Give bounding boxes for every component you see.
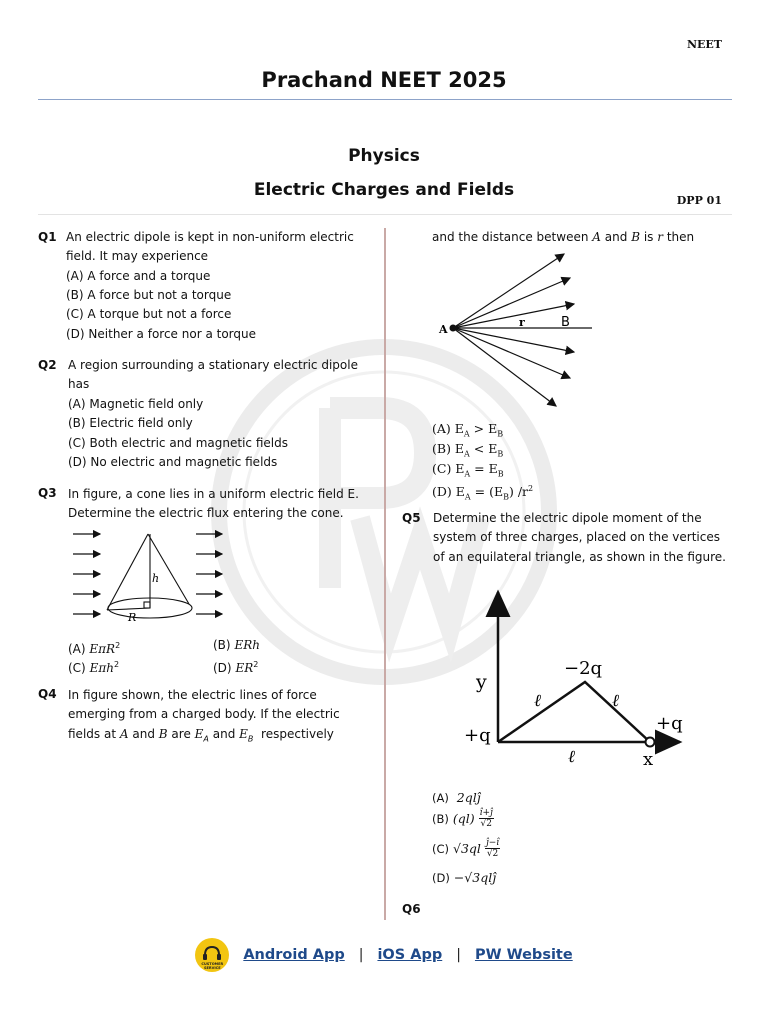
- option-a: (A) A force and a torque: [66, 269, 211, 283]
- question-number: Q6: [402, 902, 421, 916]
- option-d: (D) No electric and magnetic fields: [68, 455, 278, 469]
- charge-triangle-figure: [460, 584, 690, 774]
- column-divider: [384, 228, 386, 920]
- chapter-heading: Electric Charges and Fields: [253, 180, 515, 200]
- pw-website-link[interactable]: PW Website: [474, 947, 573, 963]
- subject-heading: Physics: [348, 146, 420, 166]
- option-c: (C) A torque but not a force: [66, 307, 232, 321]
- side-length-label: ℓ: [534, 691, 542, 711]
- question-text: fields at A and B are $E_A$ and $E_B$ respectively: [68, 727, 334, 744]
- question-text: has: [68, 377, 90, 391]
- x-axis-label: x: [643, 749, 654, 770]
- question-number: Q5: [402, 511, 421, 525]
- question-number: Q4: [38, 687, 57, 701]
- height-label: h: [152, 572, 160, 585]
- content-divider: [38, 214, 732, 215]
- option-d: (D) −√3qlĵ: [432, 870, 497, 885]
- field-lines-figure: [436, 248, 596, 412]
- option-d: (D) $ER^2$: [213, 660, 259, 675]
- dpp-tag: DPP 01: [676, 194, 722, 207]
- cone-in-field-figure: [70, 524, 230, 626]
- radius-label: R: [128, 611, 137, 624]
- option-a: (A) EπR$^2$: [68, 641, 121, 656]
- y-axis-label: y: [476, 671, 487, 693]
- option-c: (C) $E_A = E_B$: [432, 461, 504, 479]
- link-separator: |: [358, 947, 364, 963]
- option-c: (C) Eπh$^2$: [68, 660, 120, 675]
- option-a: (A) $E_A > E_B$: [432, 421, 504, 439]
- option-a: (A) Magnetic field only: [68, 397, 204, 411]
- footer-links: [0, 938, 768, 972]
- option-a: (A) 2qlĵ: [432, 790, 481, 805]
- question-text: of an equilateral triangle, as shown in the figure.: [433, 550, 726, 564]
- question-text: In figure, a cone lies in a uniform electric field E.: [68, 487, 359, 501]
- question-number: Q1: [38, 230, 57, 244]
- top-charge-label: −2q: [564, 658, 603, 679]
- option-c: (C) Both electric and magnetic fields: [68, 436, 288, 450]
- exam-tag: NEET: [686, 38, 722, 51]
- question-text: An electric dipole is kept in non-uniform electric: [66, 230, 354, 244]
- option-b: (B) $E_A < E_B$: [432, 441, 504, 459]
- point-a-label: A: [439, 323, 448, 336]
- question-text: A region surrounding a stationary electric dipole: [68, 358, 358, 372]
- link-separator: |: [456, 947, 461, 963]
- question-text: and the distance between A and B is r then: [432, 230, 695, 244]
- question-text: emerging from a charged body. If the electric: [68, 707, 340, 721]
- option-b: (B) Electric field only: [68, 416, 193, 430]
- side-length-label: ℓ: [612, 691, 620, 711]
- point-b-label: B: [561, 315, 570, 330]
- option-d: (D) Neither a force nor a torque: [66, 327, 256, 341]
- right-charge-label: +q: [656, 713, 683, 734]
- distance-r-label: r: [519, 316, 525, 329]
- title-divider: [38, 99, 732, 100]
- page-title: Prachand NEET 2025: [261, 68, 507, 92]
- question-text: system of three charges, placed on the vertices: [433, 530, 720, 544]
- question-text: In figure shown, the electric lines of force: [68, 688, 317, 702]
- option-d: (D) $E_A = (E_B)$ $/r^2$: [432, 484, 534, 502]
- customer-service-logo: [195, 938, 229, 972]
- option-b: (B) A force but not a torque: [66, 288, 232, 302]
- left-charge-label: +q: [464, 725, 491, 746]
- ios-app-link[interactable]: iOS App: [377, 947, 443, 963]
- question-text: field. It may experience: [66, 249, 209, 263]
- question-text: Determine the electric dipole moment of the: [433, 511, 702, 525]
- option-b: (B) (ql) î+ĵ √2: [432, 808, 493, 829]
- android-app-link[interactable]: Android App: [243, 947, 345, 963]
- question-number: Q2: [38, 358, 57, 372]
- option-b: (B) ERh: [213, 638, 260, 652]
- logo-text: CUSTOMER SERVICE: [201, 962, 224, 970]
- question-number: Q3: [38, 486, 57, 500]
- option-c: (C) √3ql ĵ−î √2: [432, 838, 500, 859]
- question-text: Determine the electric flux entering the cone.: [68, 506, 344, 520]
- side-length-label: ℓ: [568, 747, 576, 767]
